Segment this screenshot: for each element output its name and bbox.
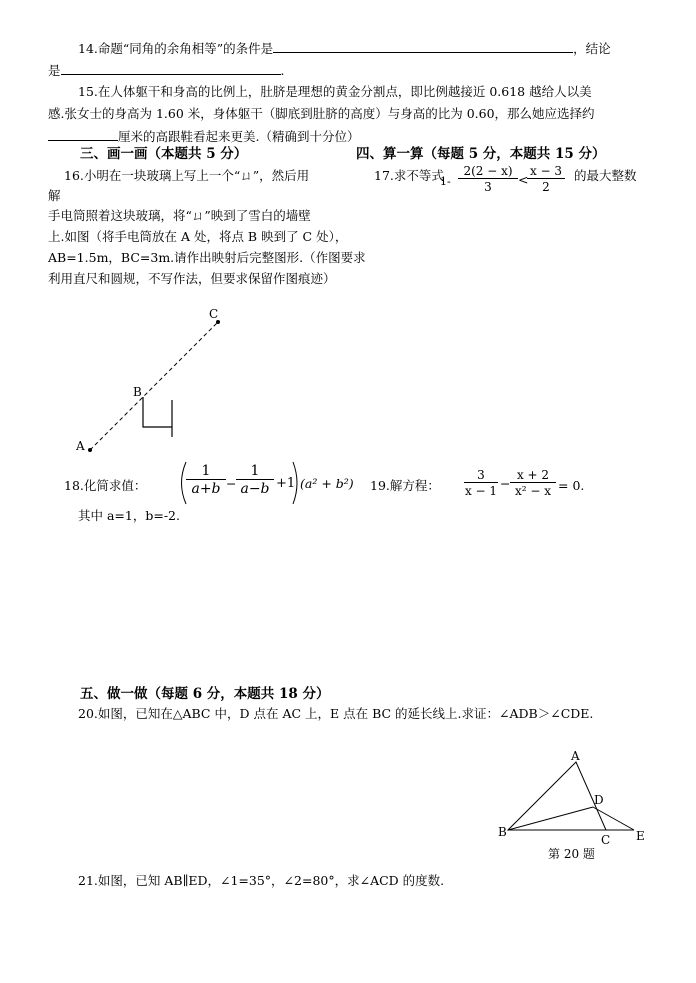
q19-f2-num: x + 2	[510, 468, 556, 483]
q16-line1: 16.小明在一块玻璃上写上一个“ㄩ”，然后用	[64, 168, 310, 183]
q18-tail: (a² + b²)	[300, 476, 354, 491]
q18-f1-num: 1	[186, 463, 226, 480]
q18-label: 18.化简求值：	[64, 478, 147, 493]
q17-frac1-num: 2(2 − x)	[458, 164, 518, 179]
q20-label-c: C	[601, 833, 611, 847]
q14-condition-blank[interactable]	[273, 40, 573, 53]
q18-f1-den: a+b	[191, 481, 221, 497]
q19-fraction1	[464, 468, 498, 498]
q16-line5: AB=1.5m，BC=3m.请作出映射后完整图形.（作图要求	[48, 250, 366, 265]
q17-suffix: 的最大整数	[574, 168, 637, 183]
q19-eq: = 0.	[558, 478, 585, 493]
q14-head2: 是	[48, 63, 61, 78]
q14-tail: ，结论	[573, 41, 611, 56]
q20-label-e: E	[636, 829, 645, 843]
q16-line2: 解	[48, 188, 61, 203]
q19-f1-den: x − 1	[464, 484, 498, 498]
q17-fraction1	[458, 164, 518, 194]
section4-title: 四、算一算（每题 5 分，本题共 15 分）	[356, 146, 606, 162]
q16-label-b: B	[133, 385, 142, 399]
q18-fraction2	[236, 463, 274, 497]
q14-line1	[78, 40, 611, 57]
q19-f2-den: x² − x	[514, 484, 552, 498]
q16-figure	[70, 300, 240, 460]
q20-label-a: A	[571, 749, 580, 763]
q14-line2	[48, 62, 285, 79]
q16-line6: 利用直尺和圆规，不写作法，但要求保留作图痕迹）	[48, 271, 336, 286]
q16-line3: 手电筒照着这块玻璃，将“ㄩ”映到了雪白的墙壁	[48, 208, 311, 223]
q14-conclusion-blank[interactable]	[61, 62, 281, 75]
q16-label-a: A	[76, 439, 85, 453]
q18-minus: −	[226, 476, 237, 491]
q18-f2-num: 1	[236, 463, 274, 480]
q21-text: 21.如图，已知 AB∥ED，∠1=35°，∠2=80°，求∠ACD 的度数.	[78, 873, 445, 888]
section3-title: 三、画一画（本题共 5 分）	[80, 146, 248, 162]
q20-triangle-abc	[508, 762, 606, 830]
q19-label: 19.解方程：	[370, 478, 440, 493]
q20-label-b: B	[498, 825, 507, 839]
q16-shape-left-bottom	[143, 397, 172, 427]
section5-title: 五、做一做（每题 6 分，本题共 18 分）	[80, 686, 330, 702]
q20-text: 20.如图，已知在△ABC 中，D 点在 AC 上，E 点在 BC 的延长线上.求证：∠ADB＞∠CDE.	[78, 706, 594, 721]
q18-f2-den: a−b	[240, 481, 270, 497]
q19-fraction2	[510, 468, 556, 498]
q16-label-c: C	[209, 307, 219, 321]
q17-frac2-den: 2	[542, 180, 550, 194]
q17-prefix: 17.求不等式	[374, 168, 444, 183]
q19-minus: −	[500, 476, 511, 491]
q18-fraction1	[186, 463, 226, 497]
q15-line2: 感.张女士的身高为 1.60 米，身体躯干（脚底到肚脐的高度）与身高的比为 0.60，那么她应选择约	[48, 106, 595, 121]
q16-point-a	[88, 448, 92, 452]
q20-figure	[496, 749, 656, 862]
q16-line4: 上.如图（将手电筒放在 A 处，将点 B 映到了 C 处），	[48, 229, 348, 244]
q18-where: 其中 a=1，b=-2.	[78, 508, 180, 523]
q17-lt: <	[518, 172, 529, 187]
q14-text: 14.命题“同角的余角相等”的条件是	[78, 41, 274, 56]
q20-caption: 第 20 题	[548, 847, 595, 861]
q15-answer-blank[interactable]	[48, 128, 118, 141]
q17-fraction2	[527, 164, 565, 194]
q19-f1-num: 3	[464, 468, 498, 483]
q15-line1: 15.在人体躯干和身高的比例上，肚脐是理想的黄金分割点，即比例越接近 0.618 越给人以美	[78, 84, 592, 99]
q18-plus-one: +1	[276, 476, 296, 491]
q16-dashed-ray	[90, 322, 218, 450]
q17-frac2-num: x − 3	[527, 164, 565, 179]
q15-tail: 厘米的高跟鞋看起来更美.（精确到十分位）	[118, 129, 360, 144]
q17-frac1-den: 3	[484, 180, 492, 194]
q18-right-paren	[292, 461, 300, 505]
q15-line3	[48, 128, 359, 145]
q20-label-d: D	[594, 793, 604, 807]
q14-tail2: .	[280, 63, 285, 78]
q20-segment-de	[593, 807, 634, 830]
q17-one: 1-	[440, 175, 451, 188]
q20-segment-bd	[508, 807, 593, 830]
